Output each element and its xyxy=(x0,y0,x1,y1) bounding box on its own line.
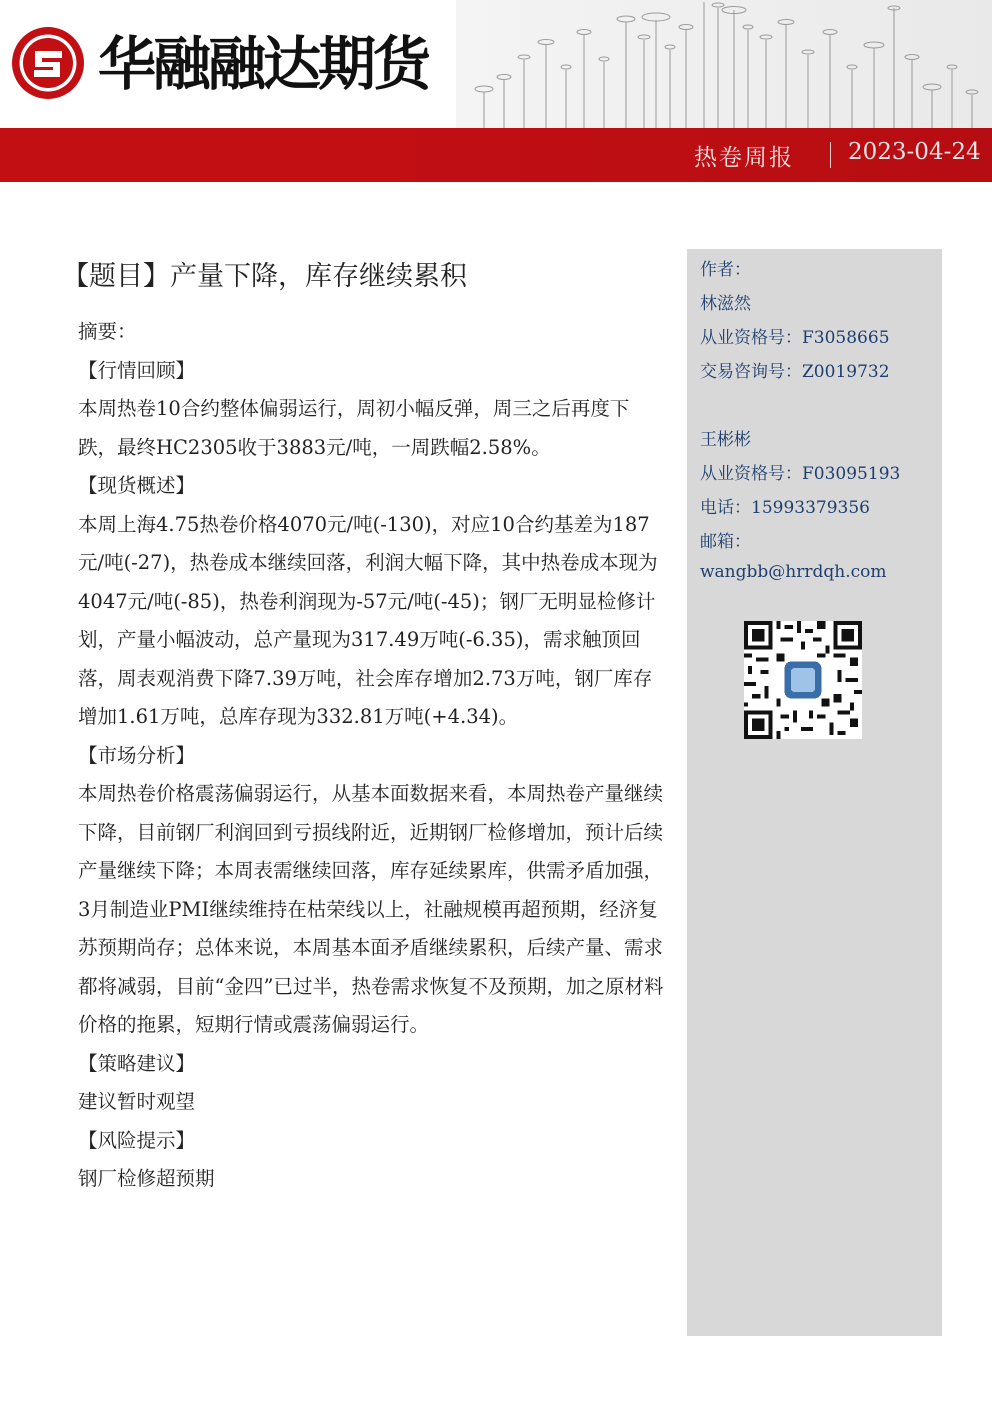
author2-qualification: 从业资格号：F03095193 xyxy=(700,464,901,484)
author2-email[interactable]: wangbb@hrrdqh.com xyxy=(700,562,887,582)
section-heading-spot-overview: 【现货概述】 xyxy=(78,474,196,497)
company-logo-icon xyxy=(10,25,86,101)
author-label: 作者： xyxy=(700,260,751,280)
summary-label: 摘要： xyxy=(78,320,137,343)
section-body-strategy: 建议暂时观望 xyxy=(78,1090,196,1113)
section-heading-market-analysis: 【市场分析】 xyxy=(78,743,196,767)
page-header xyxy=(0,0,992,182)
header-red-bar xyxy=(0,128,992,182)
main-content xyxy=(78,313,664,1199)
section-body-risk: 钢厂检修超预期 xyxy=(78,1167,215,1190)
author2-email-label: 邮箱： xyxy=(700,532,751,552)
report-type: 热卷周报 xyxy=(694,145,794,171)
company-name: 华融融达期货 xyxy=(98,30,429,98)
author2-name: 王彬彬 xyxy=(700,430,751,450)
section-heading-strategy: 【策略建议】 xyxy=(78,1051,196,1075)
header-decoration xyxy=(456,0,992,128)
report-date: 2023-04-24 xyxy=(848,139,981,165)
author2-phone: 电话：15993379356 xyxy=(700,498,870,518)
section-body-spot-overview: 本周上海4.75热卷价格4070元/吨(-130)，对应10合约基差为187元/吨(-27)，热卷成本继续回落，利润大幅下降，其中热卷成本现为4047元/吨(-85)，热卷利润现为-57元/吨(-45)；钢厂无明显检修计划，产量小幅波动，总产量现为317.49万吨(-6.35)，需求触顶回落，周表观消费下降7.39万吨，社会库存增加2.73万吨，钢厂库存增加1.61万吨，总库存现为332.81万吨(+4.34)。 xyxy=(78,512,658,728)
section-body-market-review: 本周热卷10合约整体偏弱运行，周初小幅反弹，周三之后再度下跌，最终HC2305收于3883元/吨，一周跌幅2.58%。 xyxy=(78,397,630,459)
section-heading-market-review: 【行情回顾】 xyxy=(78,358,196,382)
header-divider xyxy=(830,142,831,168)
qr-code-icon[interactable] xyxy=(744,621,862,739)
author1-consult-number: 交易咨询号：Z0019732 xyxy=(700,362,890,382)
author1-qualification: 从业资格号：F3058665 xyxy=(700,328,890,348)
author-sidebar xyxy=(687,249,942,1336)
section-body-market-analysis: 本周热卷价格震荡偏弱运行，从基本面数据来看，本周热卷产量继续下降，目前钢厂利润回到亏损线附近，近期钢厂检修增加，预计后续产量继续下降；本周表需继续回落，库存延续累库，供需矛盾加强，3月制造业PMI继续维持在枯荣线以上，社融规模再超预期，经济复苏预期尚存；总体来说，本周基本面矛盾继续累积，后续产量、需求都将减弱，目前“金四”已过半，热卷需求恢复不及预期，加之原材料价格的拖累，短期行情或震荡偏弱运行。 xyxy=(78,782,664,1036)
section-heading-risk: 【风险提示】 xyxy=(78,1128,196,1152)
report-title: 【题目】产量下降，库存继续累积 xyxy=(62,261,467,292)
author1-name: 林滋然 xyxy=(700,294,751,314)
